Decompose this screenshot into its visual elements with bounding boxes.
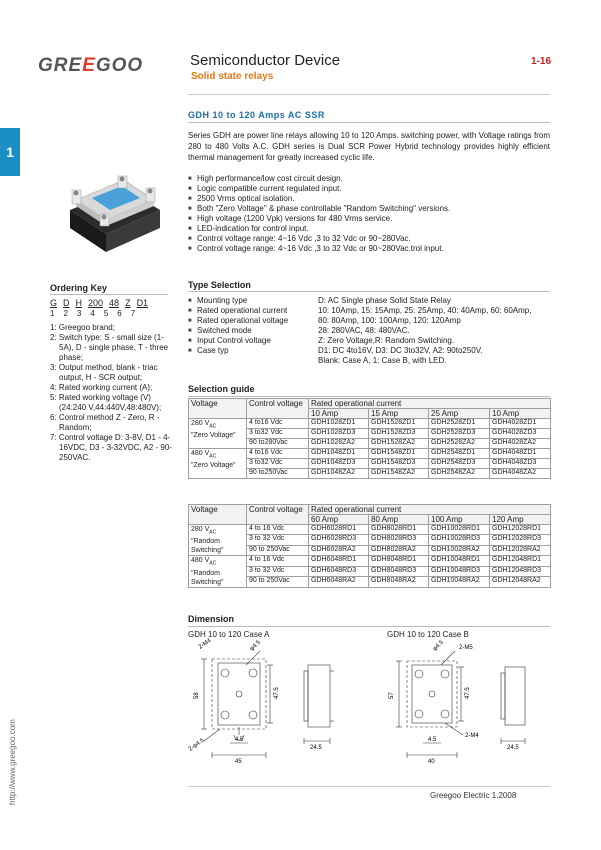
dim-h-inner: 47.5 — [274, 687, 280, 699]
code-part: G — [50, 298, 58, 308]
series-intro: Series GDH are power line relays allowing 10 to 120 Amps. switching power, with Voltage ratings from 280 to 480 Volts A.C. GDH series is Dual SCR Power Hybrid technology provides highly efficient thermal management for greatly increased cyclic life. — [188, 131, 550, 162]
type-value: Blank: Case A, 1: Case B, with LED. — [318, 356, 447, 365]
dimension-title: Dimension — [188, 614, 235, 624]
type-value: D1: DC 4to16V, D3: DC 3to32V, A2: 90to250V. — [318, 346, 483, 355]
model-cell: GDH4048ZA2 — [490, 469, 551, 479]
feature-item: ■ Control voltage range: 4~16 Vdc ,3 to 32 Vdc or 90~280Vac.trol input. — [188, 244, 550, 254]
voltage-mode: "Zero Voltage" — [191, 432, 236, 440]
dim-hole2: φ4.5 — [432, 639, 446, 653]
code-number: 4 — [90, 309, 95, 318]
model-cell: GDH2528ZD1 — [429, 419, 490, 429]
code-number: 1 — [50, 309, 55, 318]
model-cell: GDH1048ZA2 — [309, 469, 369, 479]
selection-table-random — [188, 504, 551, 588]
type-selection-labels — [188, 296, 316, 356]
voltage-sub: AC — [209, 453, 217, 460]
amp-header: 100 Amp — [429, 515, 490, 525]
voltage-mode: "Random Switching" — [191, 538, 224, 555]
voltage-group-cell — [189, 419, 247, 449]
website-link[interactable]: http://www.greegoo.com — [8, 719, 17, 805]
key-item: 6: Control method Z - Zero, R - Random; — [50, 413, 160, 432]
model-cell: GDH1528ZA2 — [369, 439, 429, 449]
voltage-sub: AC — [209, 560, 217, 567]
case-a-label: GDH 10 to 120 Case A — [188, 630, 270, 639]
model-cell: GDH1028ZD1 — [309, 419, 369, 429]
code-part: H — [75, 298, 83, 308]
feature-item: ■ High voltage (1200 Vpk) versions for 480 Vrms service. — [188, 214, 550, 224]
dim-h-outer: 58 — [194, 692, 200, 699]
type-selection-values — [318, 296, 553, 366]
model-cell: GDH2528ZD3 — [429, 429, 490, 439]
code-part: D1 — [136, 298, 149, 308]
ordering-key-list — [50, 323, 178, 463]
control-cell: 90 to280Vac — [247, 439, 309, 449]
model-cell: GDH2548ZD3 — [429, 459, 490, 469]
case-b-label: GDH 10 to 120 Case B — [387, 630, 469, 639]
type-label: ■ Input Control voltage — [188, 336, 316, 346]
col-header-voltage: Voltage — [189, 399, 247, 419]
type-selection-title: Type Selection — [188, 280, 251, 290]
feature-item: ■ Both "Zero Voltage" & phase controllable "Random Switching" versions. — [188, 204, 550, 214]
code-part: 48 — [109, 298, 120, 308]
dim-depth: 24.5 — [507, 745, 519, 751]
feature-item: ■ Logic compatible current regulated input. — [188, 184, 550, 194]
control-cell: 4 to 16 Vdc — [247, 525, 309, 535]
model-cell: GDH8028RA2 — [369, 545, 429, 555]
model-cell: GDH1048ZD3 — [309, 459, 369, 469]
key-item: 2: Switch type: S - small size (1-5A), D - single phase, T - three phase; — [50, 333, 169, 362]
dim-depth: 24.5 — [310, 745, 322, 751]
header-title: Semiconductor Device — [190, 52, 341, 69]
amp-header: 10 Amp — [490, 409, 551, 419]
feature-list — [188, 174, 550, 254]
model-cell: GDH8048RD3 — [369, 566, 429, 576]
case-a-drawing — [187, 637, 360, 766]
model-cell: GDH1548ZD3 — [369, 459, 429, 469]
relay-product-image — [62, 160, 167, 265]
model-cell: GDH12028RA2 — [490, 545, 551, 555]
dim-bottom: 2-M4 — [465, 733, 479, 739]
control-cell: 4 to16 Vdc — [247, 449, 309, 459]
footer-text: Greegoo Electric 1.2008 — [430, 791, 517, 800]
voltage-value: 280 V — [191, 526, 210, 533]
col-header-rated: Rated operational current — [309, 505, 551, 515]
website-vertical[interactable] — [8, 705, 20, 805]
model-cell: GDH1028ZD3 — [309, 429, 369, 439]
col-header-control: Control voltage — [247, 399, 309, 419]
amp-header: 10 Amp — [309, 409, 369, 419]
type-value: D: AC Single phase Solid State Relay — [318, 296, 451, 305]
feature-item: ■ High performance/low cost circuit design. — [188, 174, 550, 184]
voltage-value: 280 V — [191, 420, 210, 427]
amp-header: 80 Amp — [369, 515, 429, 525]
code-number: 5 — [103, 309, 109, 318]
model-cell: GDH4028ZD1 — [490, 419, 551, 429]
type-selection-divider — [188, 291, 550, 292]
ordering-code — [50, 298, 154, 308]
voltage-mode: "Random Switching" — [191, 569, 224, 586]
voltage-mode: "Zero Voltage" — [191, 462, 236, 470]
dim-hole: 2-M5 — [459, 645, 473, 651]
dim-w-inner: 4.5 — [428, 737, 437, 743]
control-cell: 3 to 32 Vdc — [247, 535, 309, 545]
model-cell: GDH2548ZD1 — [429, 449, 490, 459]
dim-hole: 2-M4 — [197, 637, 213, 651]
footer-divider — [188, 786, 550, 787]
type-label: ■ Rated operational current — [188, 306, 316, 316]
feature-item: ■ Control voltage range: 4~16 Vdc ,3 to 32 Vdc or 90~280Vac. — [188, 234, 550, 244]
key-item: 3: Output method, blank - triac output, H - SCR output; — [50, 363, 158, 382]
dim-h-outer: 57 — [389, 692, 395, 699]
type-value: 28: 280VAC, 48: 480VAC. — [318, 326, 410, 335]
col-header-control: Control voltage — [247, 505, 309, 525]
model-cell: GDH2548ZA2 — [429, 469, 490, 479]
model-cell: GDH8028RD3 — [369, 535, 429, 545]
code-number: 2 — [63, 309, 68, 318]
control-cell: 4 to 16 Vdc — [247, 556, 309, 566]
table-row — [189, 449, 551, 459]
model-cell: GDH6028RD1 — [309, 525, 369, 535]
voltage-sub: AC — [209, 529, 217, 536]
code-part: 200 — [88, 298, 104, 308]
case-b-drawing — [385, 641, 555, 766]
voltage-sub: AC — [209, 423, 217, 430]
col-header-rated: Rated operational current — [309, 399, 551, 409]
key-item: 7: Control voltage D: 3-8V, D1 - 4-16VDC, D3 - 3-32VDC, A2 - 90-250VAC. — [50, 433, 172, 462]
model-cell: GDH4048ZD3 — [490, 459, 551, 469]
model-cell: GDH6028RA2 — [309, 545, 369, 555]
key-item: 4: Rated working current (A); — [50, 383, 153, 392]
voltage-group-cell — [189, 556, 247, 587]
model-cell: GDH10028RD1 — [429, 525, 490, 535]
control-cell: 4 to16 Vdc — [247, 419, 309, 429]
control-cell: 3 to 32 Vdc — [247, 566, 309, 576]
model-cell: GDH12028RD3 — [490, 535, 551, 545]
dim-hole2: φ4.5 — [249, 639, 263, 653]
selection-guide-title: Selection guide — [188, 384, 255, 394]
dim-h-inner: 47.5 — [465, 687, 471, 699]
control-cell: 90 to250Vac — [247, 469, 309, 479]
ordering-code-numbers — [50, 309, 144, 318]
table-row — [189, 419, 551, 429]
type-label: ■ Rated operational voltage — [188, 316, 316, 326]
code-part: D — [63, 298, 70, 308]
selection-table-zero — [188, 398, 551, 479]
amp-header: 25 Amp — [429, 409, 490, 419]
model-cell: GDH6048RD1 — [309, 556, 369, 566]
voltage-group-cell — [189, 525, 247, 556]
model-cell: GDH1048ZD1 — [309, 449, 369, 459]
amp-header: 15 Amp — [369, 409, 429, 419]
model-cell: GDH8048RA2 — [369, 577, 429, 587]
model-cell: GDH4028ZD3 — [490, 429, 551, 439]
dim-w-outer: 45 — [235, 759, 242, 765]
type-label: ■ Mounting type — [188, 296, 316, 306]
model-cell: GDH1528ZD3 — [369, 429, 429, 439]
code-number: 7 — [130, 309, 136, 318]
type-value: Z: Zero Voltage,R: Random Switching. — [318, 336, 455, 345]
ordering-key-divider — [50, 294, 168, 295]
key-item: 5: Rated working voltage (V) (24:240 V,44:440V,48:480V); — [50, 393, 162, 412]
table-row — [189, 556, 551, 566]
control-cell: 3 to32 Vdc — [247, 459, 309, 469]
model-cell: GDH4048ZD1 — [490, 449, 551, 459]
dim-bottom: 2-φ4.5 — [187, 737, 206, 753]
amp-header: 60 Amp — [309, 515, 369, 525]
model-cell: GDH1548ZA2 — [369, 469, 429, 479]
model-cell: GDH2528ZA2 — [429, 439, 490, 449]
control-cell: 90 to 250Vac — [247, 577, 309, 587]
model-cell: GDH12048RA2 — [490, 577, 551, 587]
model-cell: GDH1528ZD1 — [369, 419, 429, 429]
model-cell: GDH10028RD3 — [429, 535, 490, 545]
dim-w-inner: 4.5 — [235, 737, 244, 743]
type-value: 10: 10Amp, 15: 15Amp, 25: 25Amp, 40: 40Amp, 60: 60Amp, — [318, 306, 532, 315]
ordering-key-title: Ordering Key — [50, 283, 108, 293]
section-tab: 1 — [0, 128, 20, 176]
feature-item: ■ LED-indication for control input. — [188, 224, 550, 234]
series-divider — [188, 122, 550, 123]
model-cell: GDH12048RD3 — [490, 566, 551, 576]
page-number: 1-16 — [531, 56, 552, 67]
model-cell: GDH12048RD1 — [490, 556, 551, 566]
dim-w-outer: 40 — [428, 759, 435, 765]
amp-header: 120 Amp — [490, 515, 551, 525]
control-cell: 90 to 250Vac — [247, 545, 309, 555]
control-cell: 3 to32 Vdc — [247, 429, 309, 439]
model-cell: GDH4028ZA2 — [490, 439, 551, 449]
table-row — [189, 525, 551, 535]
header-divider — [188, 94, 550, 95]
type-label: ■ Case typ — [188, 346, 316, 356]
header-subtitle: Solid state relays — [191, 71, 274, 82]
model-cell: GDH8028RD1 — [369, 525, 429, 535]
feature-item: ■ 2500 Vrms optical isolation. — [188, 194, 550, 204]
type-value: 80: 80Amp, 100: 100Amp, 120: 120Amp — [318, 316, 461, 325]
model-cell: GDH10028RA2 — [429, 545, 490, 555]
voltage-value: 480 V — [191, 450, 210, 457]
model-cell: GDH6048RA2 — [309, 577, 369, 587]
type-label: ■ Switched mode — [188, 326, 316, 336]
model-cell: GDH10048RD3 — [429, 566, 490, 576]
model-cell: GDH1548ZD1 — [369, 449, 429, 459]
col-header-voltage: Voltage — [189, 505, 247, 525]
voltage-group-cell — [189, 449, 247, 479]
voltage-value: 480 V — [191, 557, 210, 565]
model-cell: GDH10048RD1 — [429, 556, 490, 566]
model-cell: GDH1028ZA2 — [309, 439, 369, 449]
model-cell: GDH6028RD3 — [309, 535, 369, 545]
model-cell: GDH12028RD1 — [490, 525, 551, 535]
series-title: GDH 10 to 120 Amps AC SSR — [188, 110, 325, 120]
brand-logo: GREEGOO — [38, 55, 144, 76]
selection-guide-divider — [188, 396, 550, 397]
dimension-divider — [188, 626, 550, 627]
code-number: 3 — [76, 309, 82, 318]
model-cell: GDH6048RD3 — [309, 566, 369, 576]
code-number: 6 — [117, 309, 122, 318]
model-cell: GDH8048RD1 — [369, 556, 429, 566]
code-part: Z — [125, 298, 131, 308]
model-cell: GDH10048RA2 — [429, 577, 490, 587]
key-item: 1: Greegoo brand; — [50, 323, 115, 332]
